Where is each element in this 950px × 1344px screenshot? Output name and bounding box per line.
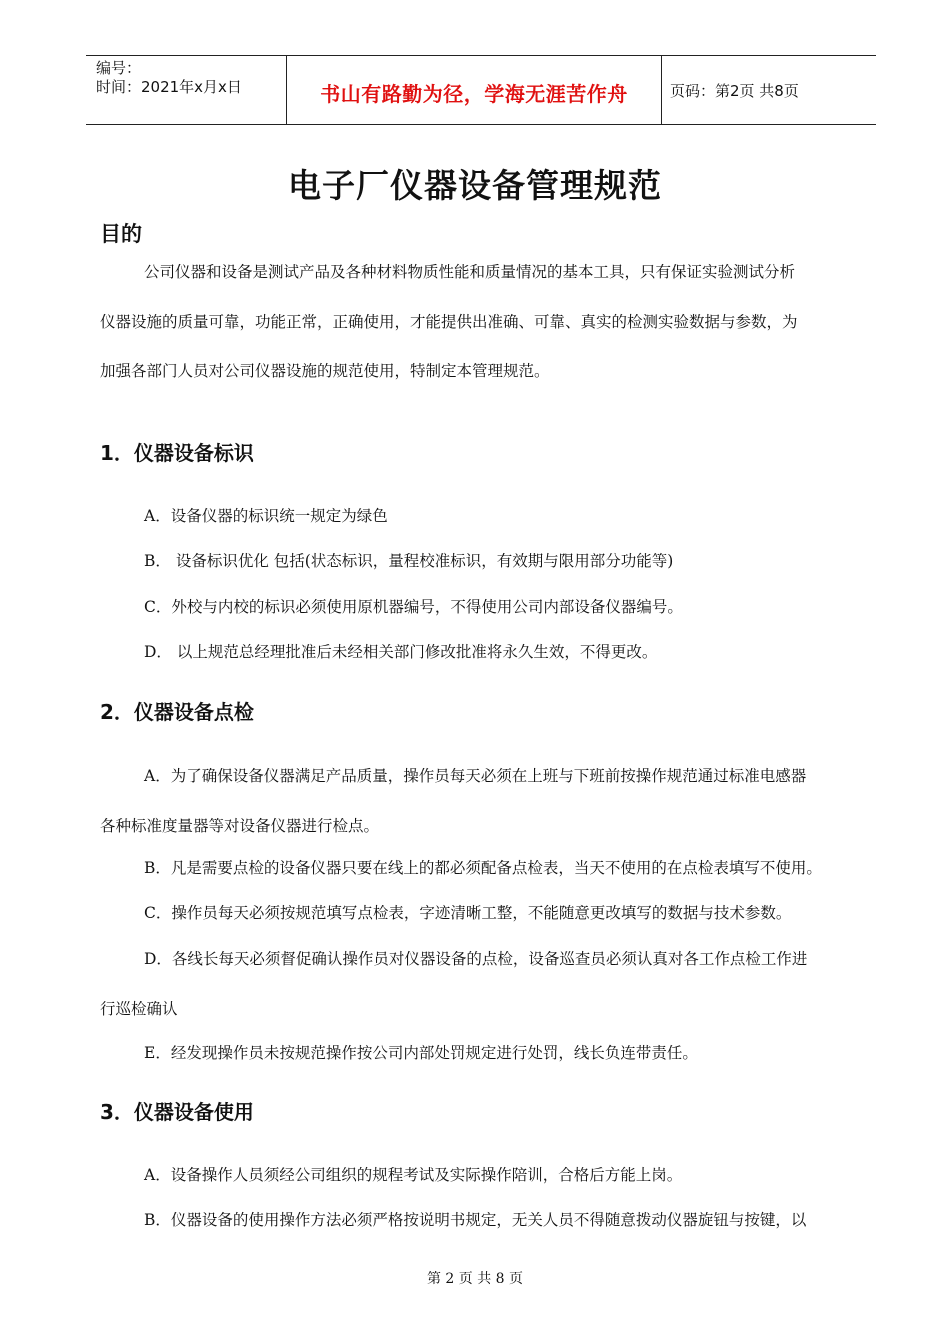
section-item: C．外校与内校的标识必须使用原机器编号，不得使用公司内部设备仪器编号。 [144, 598, 683, 616]
section-item: D．各线长每天必须督促确认操作员对仪器设备的点检，设备巡查员必须认真对各工作点检工作进 [144, 950, 808, 968]
section-item: B．凡是需要点检的设备仪器只要在线上的都必须配备点检表，当天不使用的在点检表填写不使用。 [144, 859, 822, 877]
section-item: B． 设备标识优化 包括(状态标识，量程校准标识，有效期与限用部分功能等) [144, 552, 674, 570]
section-item: D． 以上规范总经理批准后未经相关部门修改批准将永久生效，不得更改。 [144, 643, 658, 661]
document-title: 电子厂仪器设备管理规范 [288, 166, 662, 205]
header-page-cell [661, 56, 876, 124]
code-label: 编号： [96, 59, 142, 77]
section-heading: 1．仪器设备标识 [100, 441, 254, 465]
section-item: B．仪器设备的使用操作方法必须严格按说明书规定，无关人员不得随意拨动仪器旋钮与按键，以 [144, 1211, 807, 1229]
purpose-line: 仪器设施的质量可靠，功能正常，正确使用，才能提供出准确、可靠、真实的检测实验数据与参数，为 [100, 313, 798, 331]
page-footer: 第 2 页 共 8 页 [426, 1271, 524, 1287]
purpose-line: 公司仪器和设备是测试产品及各种材料物质性能和质量情况的基本工具，只有保证实验测试分析 [144, 263, 796, 281]
purpose-heading: 目的 [100, 222, 142, 246]
section-item: 各种标准度量器等对设备仪器进行检点。 [100, 817, 380, 835]
section-heading: 2．仪器设备点检 [100, 700, 254, 724]
motto: 书山有路勤为径，学海无涯苦作舟 [320, 82, 628, 106]
page-header [86, 55, 876, 125]
section-item: A．设备操作人员须经公司组织的规程考试及实际操作陪训，合格后方能上岗。 [144, 1166, 683, 1184]
purpose-line: 加强各部门人员对公司仪器设施的规范使用，特制定本管理规范。 [100, 362, 550, 380]
section-item: 行巡检确认 [100, 1000, 178, 1018]
section-heading: 3．仪器设备使用 [100, 1100, 254, 1124]
page-info: 页码：第2页 共8页 [670, 82, 799, 100]
header-meta [86, 56, 286, 124]
section-item: C．操作员每天必须按规范填写点检表，字迹清晰工整，不能随意更改填写的数据与技术参数。 [144, 904, 792, 922]
header-motto-cell [286, 56, 662, 124]
time-label: 时间：2021年x月x日 [96, 78, 242, 96]
section-item: A．为了确保设备仪器满足产品质量，操作员每天必须在上班与下班前按操作规范通过标准电感器 [144, 767, 807, 785]
section-item: A．设备仪器的标识统一规定为绿色 [144, 507, 388, 525]
section-item: E．经发现操作员未按规范操作按公司内部处罚规定进行处罚，线长负连带责任。 [144, 1044, 698, 1062]
